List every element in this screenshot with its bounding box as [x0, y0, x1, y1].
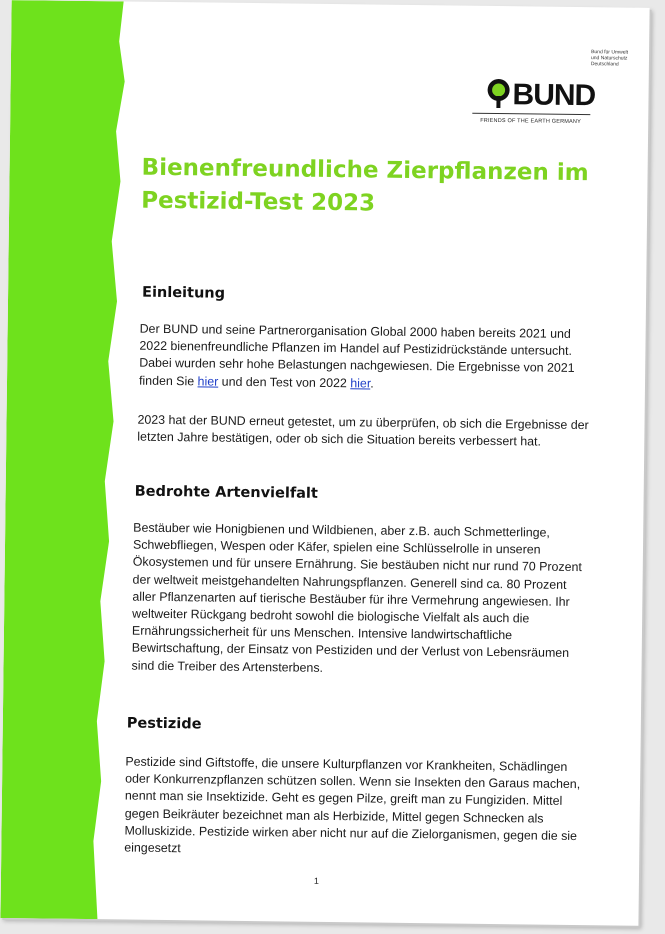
page-title: Bienenfreundliche Zierpflanzen im Pestizid-Test 2023 [141, 154, 589, 217]
logo-small-text: Bund für Umwelt und Naturschutz Deutschland [590, 49, 629, 68]
heading-artenvielfalt: Bedrohte Artenvielfalt [134, 483, 318, 502]
link-2021-results[interactable]: hier [197, 373, 219, 389]
green-torn-strip [0, 0, 131, 919]
einleitung-paragraph-2: 2023 hat der BUND erneut getestet, um zu überprüfen, ob sich die Ergebnisse der letzten Jahre bestätigen, oder ob sich die Situation bereits verbessert hat. [137, 412, 589, 449]
logo-divider [472, 113, 590, 115]
tree-icon [484, 78, 512, 110]
page-number: 1 [313, 875, 320, 886]
logo-word: BUND [512, 78, 596, 113]
logo-subtitle: FRIENDS OF THE EARTH GERMANY [480, 117, 582, 126]
einleitung-paragraph-1: Der BUND und seine Partnerorganisation Global 2000 haben bereits 2021 und 2022 bienenfreundliche Pflanzen im Handel auf Pestizidrückstände untersucht. Dabei wurden sehr hohe Belastungen nachgewiesen. Die Ergebnisse von 2021 finden Sie hier und den Test von 2022 hier. [138, 321, 575, 391]
pestizide-paragraph: Pestizide sind Giftstoffe, die unsere Kulturpflanzen vor Krankheiten, Schädlingen oder Konkurrenzpflanzen schützen sollen. Wenn sie Insekten den Garaus machen, nennt man sie Insektizide. Geht es gegen Pilze, greift man zu Fungiziden. Mittel gegen Beikräuter bezeichnet man als Herbizide, Mittel gegen Schnecken als Molluskizide. Pestizide wirken aber nicht nur auf die Zielorganismen, gegen die sie eingesetzt [124, 754, 581, 856]
bund-logo [472, 48, 629, 130]
link-2022-test[interactable]: hier [350, 375, 371, 391]
artenvielfalt-paragraph: Bestäuber wie Honigbienen und Wildbienen, aber z.B. auch Schmetterlinge, Schwebfliegen, Wespen oder Käfer, spielen eine Schlüsselrolle in unseren Ökosystemen und für unsere Ernährung. Sie bestäuben nicht nur rund 70 Prozent der weltweit meistgehandelten Nahrungspflanzen. Generell sind ca. 80 Prozent aller Pflanzenarten auf tierische Bestäuber für ihre Vermehrung angewiesen. Ihr weltweiter Rückgang bedroht sowohl die biologische Vielfalt als auch die Ernährungssicherheit für uns Menschen. Intensive landwirtschaftliche Bewirtschaftung, der Einsatz von Pestiziden und der Verlust von Lebensräumen sind die Treiber des Artensterbens. [131, 520, 582, 675]
heading-einleitung: Einleitung [142, 284, 226, 302]
heading-pestizide: Pestizide [126, 715, 202, 733]
